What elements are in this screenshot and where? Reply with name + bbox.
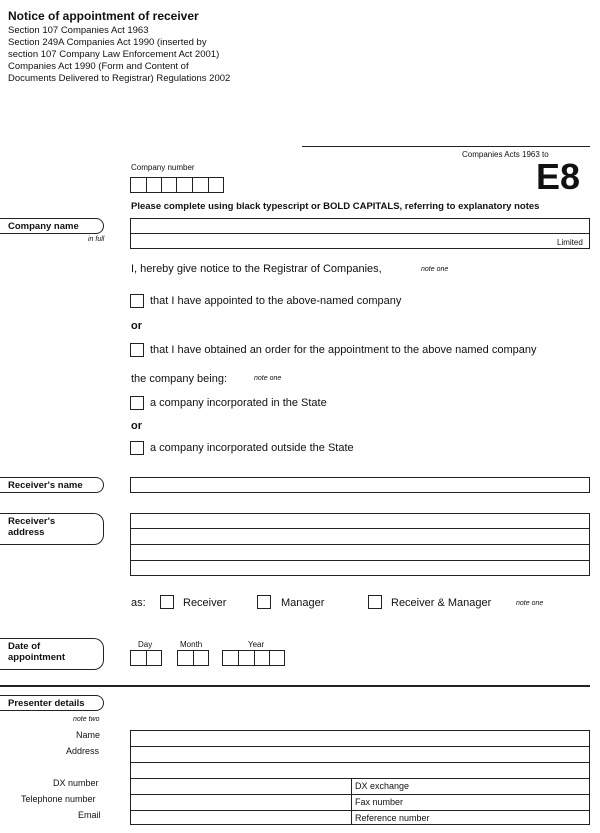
date-of-appointment-tab: [0, 638, 104, 670]
note-one: note one: [516, 600, 544, 607]
day-label: Day: [138, 640, 153, 649]
reference-label: Reference number: [355, 813, 430, 823]
tab-label: Date of: [8, 641, 41, 652]
receiver-manager-checkbox[interactable]: [368, 595, 382, 609]
field-divider: [130, 528, 590, 529]
form-code: E8: [536, 156, 581, 197]
digit-divider: [254, 650, 255, 666]
note-one: note one: [254, 375, 282, 382]
receiver-role-label: Receiver: [183, 597, 227, 609]
section-rule: [0, 685, 590, 687]
digit-divider: [238, 650, 239, 666]
incorporated-state-label: a company incorporated in the State: [150, 397, 327, 409]
telephone-label: Telephone number: [21, 794, 96, 804]
incorporated-outside-checkbox[interactable]: [130, 441, 144, 455]
order-label: that I have obtained an order for the appointment to the above named company: [150, 344, 537, 356]
year-label: Year: [248, 640, 265, 649]
legal-reference: section 107 Company Law Enforcement Act 2001): [8, 49, 220, 60]
tab-label: address: [8, 527, 45, 538]
legal-reference: Section 249A Companies Act 1990 (inserted by: [8, 37, 207, 48]
note-one: note one: [421, 266, 449, 273]
digit-divider: [146, 177, 147, 193]
digit-divider: [146, 650, 147, 666]
digit-divider: [269, 650, 270, 666]
or-label: or: [131, 420, 142, 432]
manager-checkbox[interactable]: [257, 595, 271, 609]
month-label: Month: [180, 640, 203, 649]
receiver-name-field[interactable]: [130, 477, 590, 493]
incorporated-state-checkbox[interactable]: [130, 396, 144, 410]
company-number-label: Company number: [131, 163, 195, 172]
notice-statement: I, hereby give notice to the Registrar of Companies,: [131, 263, 382, 275]
receiver-checkbox[interactable]: [160, 595, 174, 609]
note-two: note two: [73, 716, 100, 723]
field-divider: [130, 810, 590, 811]
company-name-tab: Company name: [0, 218, 104, 234]
digit-divider: [161, 177, 162, 193]
name-label: Name: [76, 730, 101, 740]
field-divider: [130, 794, 590, 795]
digit-divider: [208, 177, 209, 193]
receiver-address-tab: [0, 513, 104, 545]
manager-role-label: Manager: [281, 597, 325, 609]
receiver-name-tab: Receiver's name: [0, 477, 104, 493]
acts-label: Companies Acts 1963 to: [462, 150, 549, 159]
dx-number-label: DX number: [53, 778, 99, 788]
appointed-checkbox[interactable]: [130, 294, 144, 308]
as-label: as:: [131, 597, 146, 609]
digit-divider: [192, 177, 193, 193]
field-divider: [130, 233, 590, 234]
presenter-details-tab: Presenter details: [0, 695, 104, 711]
fax-label: Fax number: [355, 797, 404, 807]
column-divider: [351, 778, 352, 825]
divider: [302, 146, 590, 147]
dx-exchange-label: DX exchange: [355, 781, 410, 791]
appointed-label: that I have appointed to the above-named company: [150, 295, 402, 307]
in-full-note: in full: [88, 236, 105, 243]
legal-reference: Documents Delivered to Registrar) Regulations 2002: [8, 73, 231, 84]
limited-label: Limited: [557, 238, 583, 247]
receiver-manager-role-label: Receiver & Manager: [391, 597, 492, 609]
field-divider: [130, 560, 590, 561]
digit-divider: [193, 650, 194, 666]
legal-reference: Section 107 Companies Act 1963: [8, 25, 149, 36]
field-divider: [130, 762, 590, 763]
address-label: Address: [66, 746, 100, 756]
email-label: Email: [78, 810, 101, 820]
digit-divider: [176, 177, 177, 193]
order-checkbox[interactable]: [130, 343, 144, 357]
field-divider: [130, 778, 590, 779]
or-label: or: [131, 320, 142, 332]
company-number-field[interactable]: [130, 177, 224, 193]
field-divider: [130, 544, 590, 545]
incorporated-outside-label: a company incorporated outside the State: [150, 442, 354, 454]
field-divider: [130, 746, 590, 747]
company-being-label: the company being:: [131, 373, 228, 385]
tab-label: Receiver's: [8, 516, 56, 527]
form-title: Notice of appointment of receiver: [8, 9, 199, 23]
legal-reference: Companies Act 1990 (Form and Content of: [8, 61, 189, 72]
tab-label: appointment: [8, 652, 65, 663]
instructions: Please complete using black typescript or BOLD CAPITALS, referring to explanatory notes: [131, 201, 540, 212]
